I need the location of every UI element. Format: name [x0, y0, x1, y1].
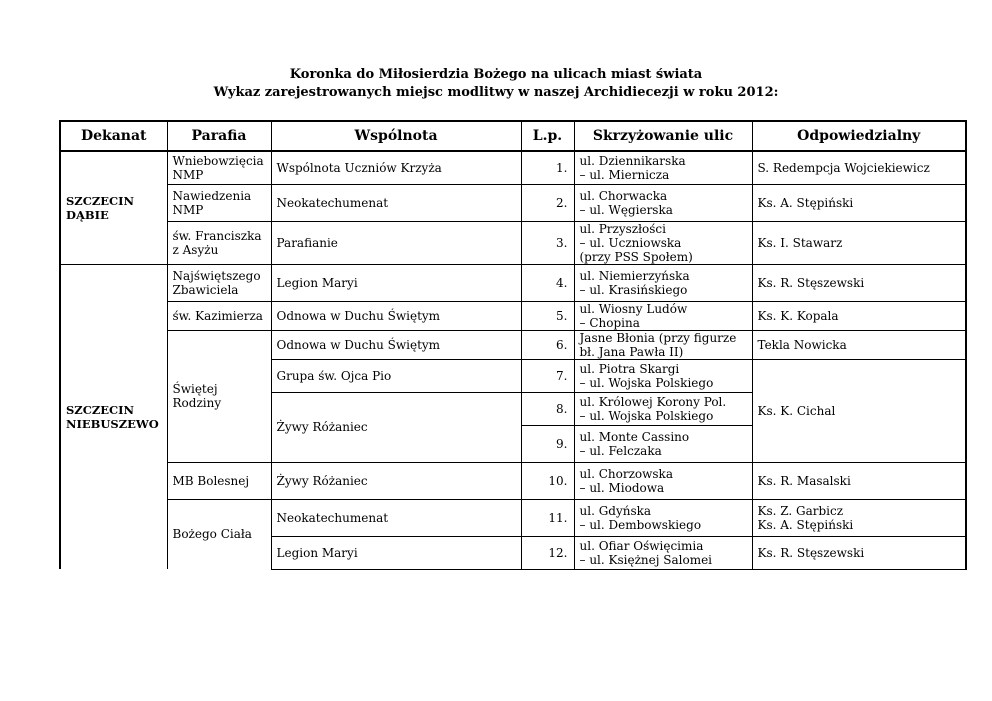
table-header-row: [60, 121, 966, 151]
table-row: [60, 499, 966, 536]
parafia-cell: Nawiedzenia NMP: [167, 184, 271, 221]
wspolnota-cell: Legion Maryi: [271, 264, 521, 301]
lp-cell: 4.: [521, 264, 574, 301]
wspolnota-cell: Żywy Różaniec: [271, 392, 521, 462]
lp-cell: 6.: [521, 330, 574, 359]
parafia-cell: Bożego Ciała: [167, 499, 271, 569]
dekanat-cell: SZCZECIN NIEBUSZEWO: [60, 264, 167, 569]
document-subtitle: Wykaz zarejestrowanych miejsc modlitwy w naszej Archidiecezji w roku 2012:: [213, 85, 779, 100]
parafia-cell: św. Franciszka z Asyżu: [167, 221, 271, 264]
ulice-cell: ul. Wiosny Ludów – Chopina: [574, 301, 752, 330]
lp-cell: 12.: [521, 536, 574, 569]
odpowiedzialny-cell: Ks. R. Stęszewski: [752, 536, 966, 569]
odpowiedzialny-cell: Tekla Nowicka: [752, 330, 966, 359]
wspolnota-cell: Wspólnota Uczniów Krzyża: [271, 151, 521, 184]
column-header-skrzyzowanie: Skrzyżowanie ulic: [574, 121, 752, 151]
odpowiedzialny-cell: Ks. R. Masalski: [752, 462, 966, 499]
wspolnota-cell: Legion Maryi: [271, 536, 521, 569]
parafia-cell: Wniebowzięcia NMP: [167, 151, 271, 184]
table-row: [60, 330, 966, 359]
table-row: [60, 184, 966, 221]
table-row: [60, 151, 966, 184]
lp-cell: 3.: [521, 221, 574, 264]
wspolnota-cell: Odnowa w Duchu Świętym: [271, 330, 521, 359]
wspolnota-cell: Neokatechumenat: [271, 499, 521, 536]
lp-cell: 5.: [521, 301, 574, 330]
lp-cell: 11.: [521, 499, 574, 536]
odpowiedzialny-cell: Ks. Z. Garbicz Ks. A. Stępiński: [752, 499, 966, 536]
lp-cell: 10.: [521, 462, 574, 499]
odpowiedzialny-cell: Ks. K. Kopala: [752, 301, 966, 330]
ulice-cell: ul. Dziennikarska – ul. Miernicza: [574, 151, 752, 184]
column-header-wspolnota: Wspólnota: [271, 121, 521, 151]
parafia-cell: MB Bolesnej: [167, 462, 271, 499]
ulice-cell: ul. Ofiar Oświęcimia – ul. Księżnej Salomei: [574, 536, 752, 569]
table-row: [60, 301, 966, 330]
parafia-cell: Najświętszego Zbawiciela: [167, 264, 271, 301]
lp-cell: 2.: [521, 184, 574, 221]
ulice-cell: ul. Niemierzyńska – ul. Krasińskiego: [574, 264, 752, 301]
odpowiedzialny-cell: Ks. R. Stęszewski: [752, 264, 966, 301]
odpowiedzialny-cell: Ks. I. Stawarz: [752, 221, 966, 264]
odpowiedzialny-cell: S. Redempcja Wojciekiewicz: [752, 151, 966, 184]
lp-cell: 8.: [521, 392, 574, 425]
lp-cell: 7.: [521, 359, 574, 392]
prayer-places-table: [59, 120, 967, 570]
lp-cell: 9.: [521, 425, 574, 462]
wspolnota-cell: Odnowa w Duchu Świętym: [271, 301, 521, 330]
document-title: Koronka do Miłosierdzia Bożego na ulicach miast świata: [289, 67, 703, 82]
dekanat-cell: SZCZECIN DĄBIE: [60, 151, 167, 264]
odpowiedzialny-cell: Ks. K. Cichal: [752, 359, 966, 462]
table-row: [60, 264, 966, 301]
column-header-parafia: Parafia: [167, 121, 271, 151]
ulice-cell: Jasne Błonia (przy figurze bł. Jana Pawła II): [574, 330, 752, 359]
ulice-cell: ul. Gdyńska – ul. Dembowskiego: [574, 499, 752, 536]
parafia-cell: Świętej Rodziny: [167, 330, 271, 462]
wspolnota-cell: Parafianie: [271, 221, 521, 264]
odpowiedzialny-cell: Ks. A. Stępiński: [752, 184, 966, 221]
lp-cell: 1.: [521, 151, 574, 184]
column-header-lp: L.p.: [521, 121, 574, 151]
ulice-cell: ul. Chorwacka – ul. Węgierska: [574, 184, 752, 221]
wspolnota-cell: Neokatechumenat: [271, 184, 521, 221]
wspolnota-cell: Grupa św. Ojca Pio: [271, 359, 521, 392]
ulice-cell: ul. Piotra Skargi – ul. Wojska Polskiego: [574, 359, 752, 392]
column-header-odpowiedzialny: Odpowiedzialny: [752, 121, 966, 151]
ulice-cell: ul. Chorzowska – ul. Miodowa: [574, 462, 752, 499]
ulice-cell: ul. Królowej Korony Pol. – ul. Wojska Polskiego: [574, 392, 752, 425]
ulice-cell: ul. Przyszłości – ul. Uczniowska (przy PSS Społem): [574, 221, 752, 264]
table-row: [60, 462, 966, 499]
table-row: [60, 221, 966, 264]
column-header-dekanat: Dekanat: [60, 121, 167, 151]
ulice-cell: ul. Monte Cassino – ul. Felczaka: [574, 425, 752, 462]
parafia-cell: św. Kazimierza: [167, 301, 271, 330]
wspolnota-cell: Żywy Różaniec: [271, 462, 521, 499]
